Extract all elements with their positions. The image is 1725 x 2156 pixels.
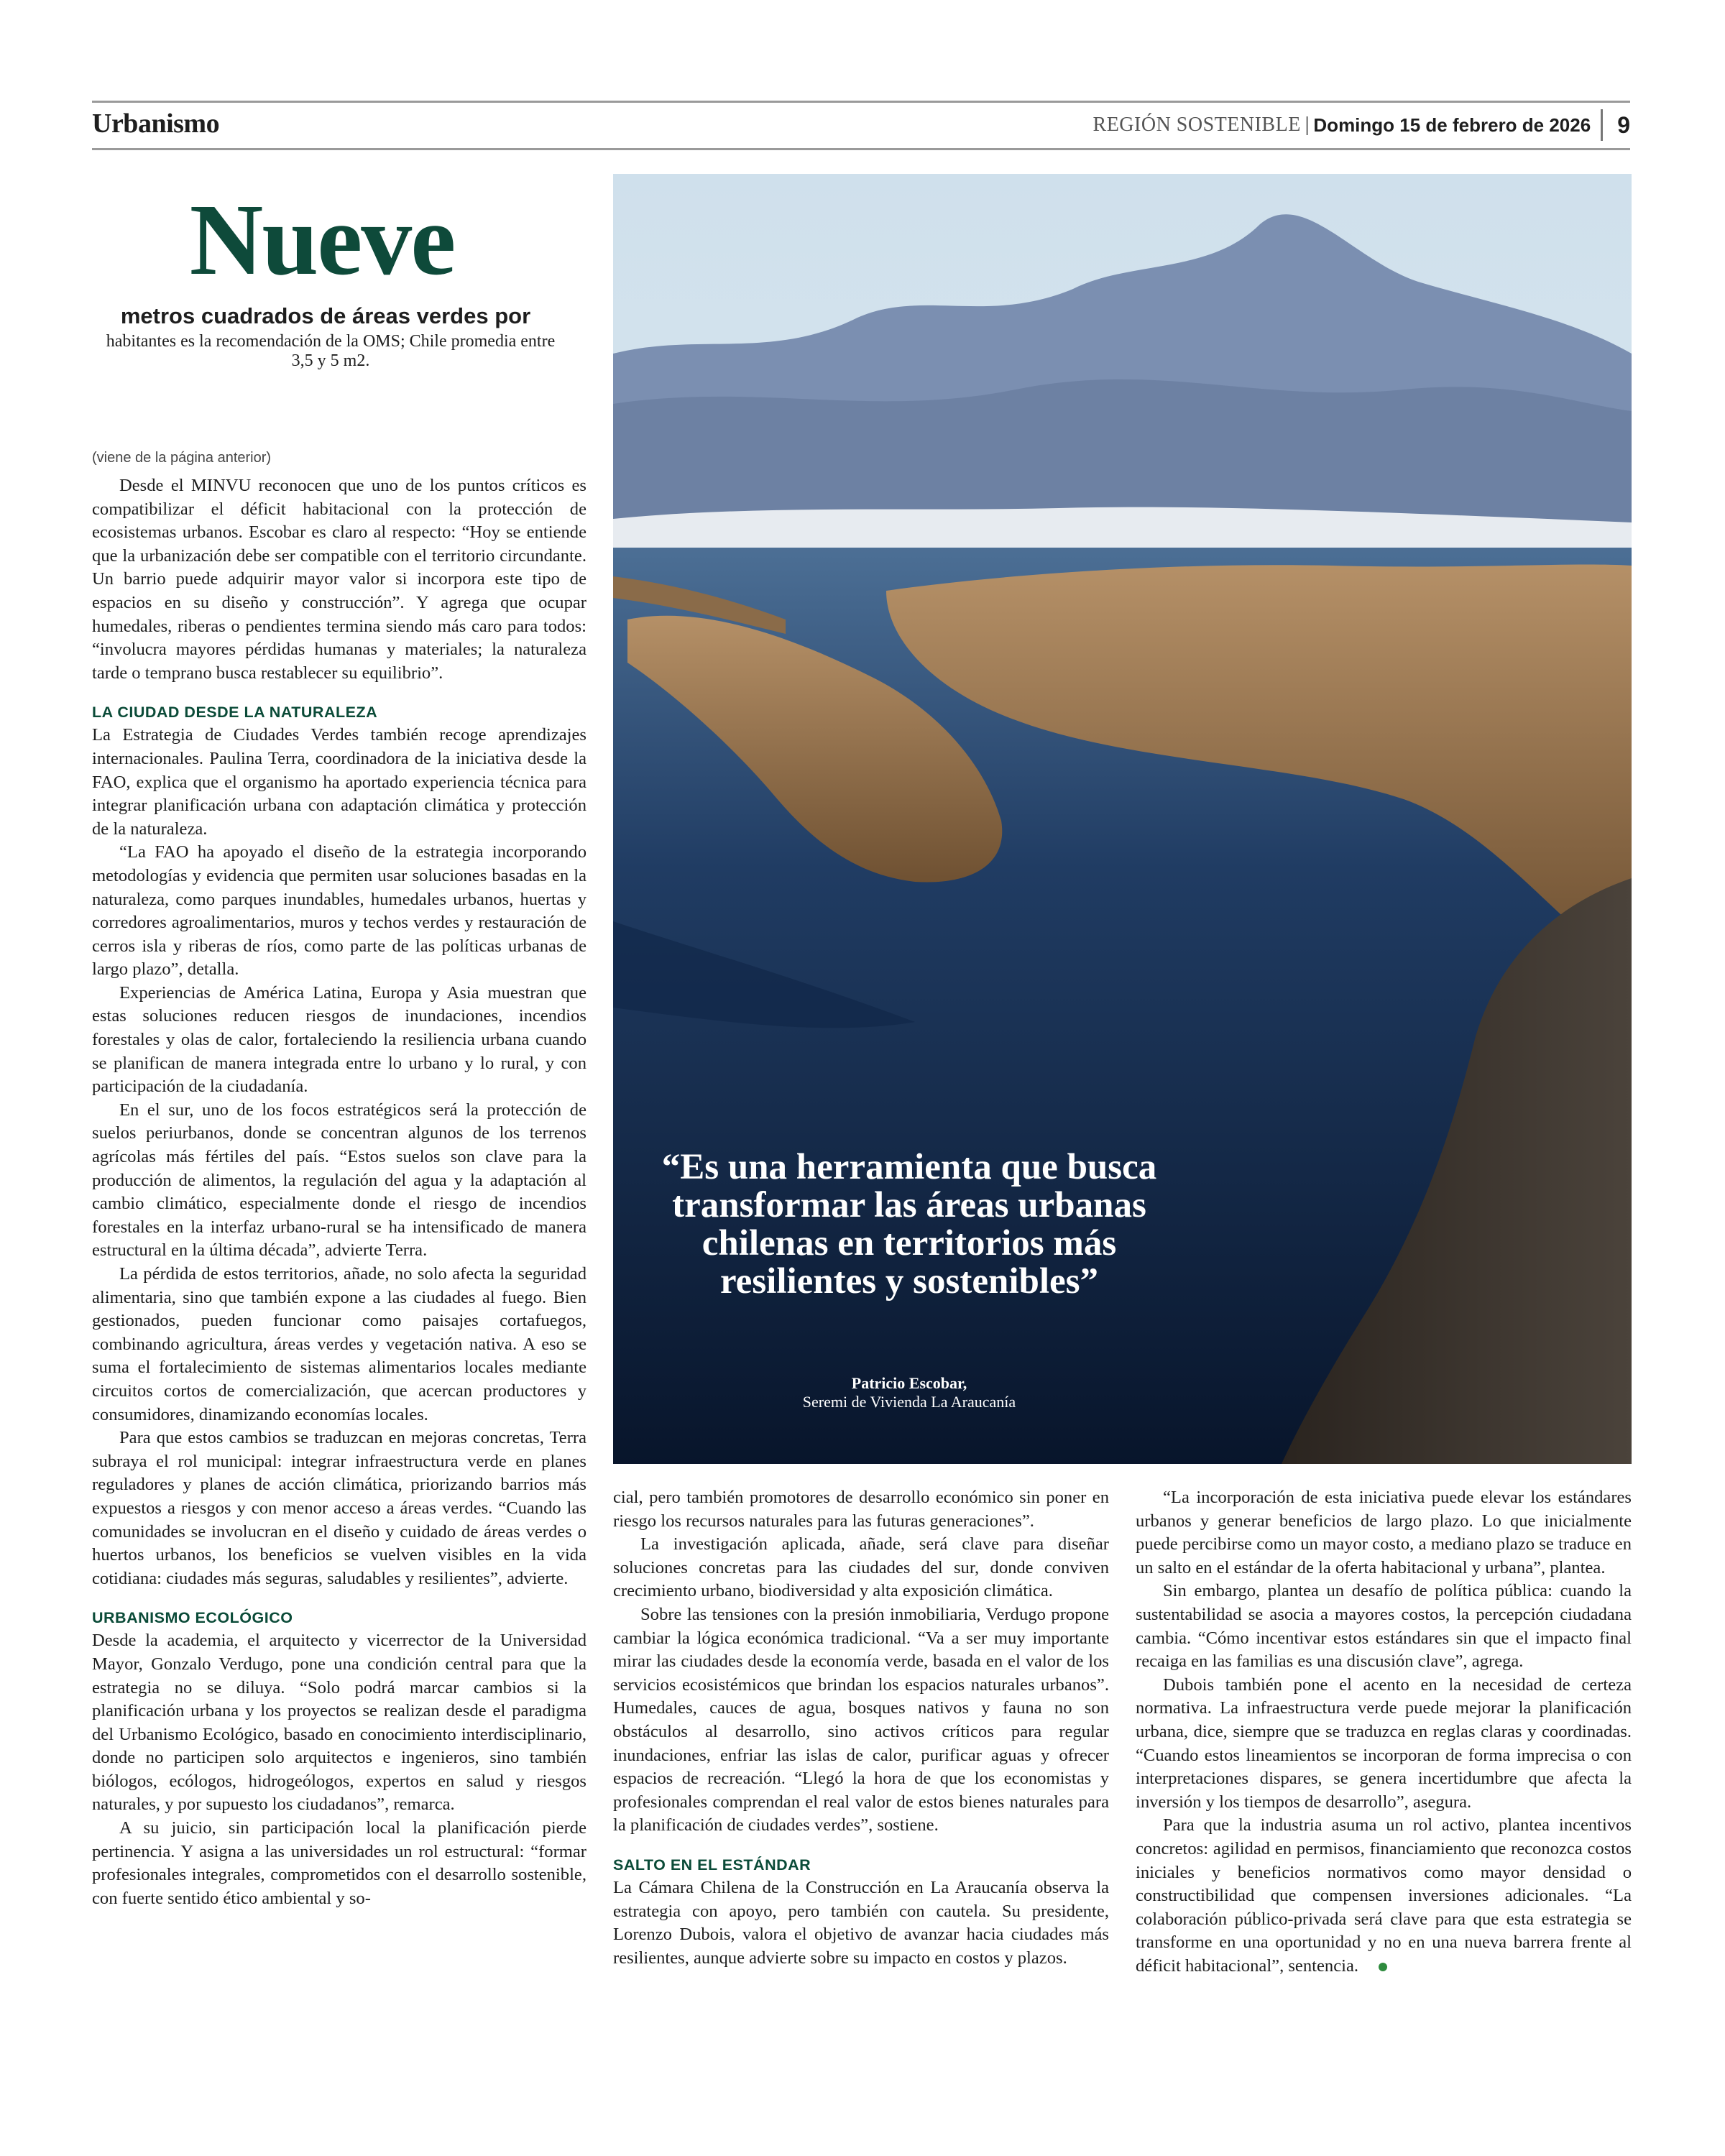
paragraph: Desde la academia, el arquitecto y vicerrector de la Universidad Mayor, Gonzalo Verdugo, pone una condición central para que la estrategia no se diluya. “Solo podrá marcar cambios si la planificación urbana y los proyectos se realizan desde el paradigma del Urbanismo Ecológico, basado en conocimiento interdisciplinario, donde no participen solo arquitectos e ingenieros, sino también biólogos, ecólogos, hidrogeólogos, expertos en salud y riesgos naturales, y por supuesto los ciudadanos”, remarca. [92,1631,586,1815]
page-number: 9 [1617,111,1630,138]
section-title: Urbanismo [92,109,220,139]
paragraph: La Cámara Chilena de la Construcción en La Araucanía observa la estrategia con apoyo, pero también con cautela. Su presidente, Lorenzo Dubois, valora el objetivo de avanzar hacia ciudades más resilientes, aunque advierte sobre su impacto en costos y plazos. [613,1877,1109,1968]
paragraph: Experiencias de América Latina, Europa y Asia muestran que estas soluciones reducen riesgos de inundaciones, incendios forestales y olas de calor, fortaleciendo la resiliencia urbana cuando se planifican de manera integrada entre lo urbano y lo rural, y con participación de la ciudadanía. [92,982,586,1097]
paragraph: La pérdida de estos territorios, añade, no solo afecta la seguridad alimentaria, sino que también expone a las ciudades al fuego. Bien gestionados, pueden funcionar como paisajes cortafuegos, combinando agricultura, áreas verdes y vegetación nativa. A eso se suma el fortalecimiento de sistemas alimentarios locales mediante circuitos cortos de comercialización, que acercan productores y consumidores, dinamizando economías locales. [92,1264,586,1424]
header-separator: | [1305,114,1310,136]
paragraph: Sin embargo, plantea un desafío de política pública: cuando la sustentabilidad se asocia a mayores costos, la percepción ciudadana cambia. “Cómo incentivar estos estándares sin que el impacto final recaiga en las familias es una discusión clave”, agrega. [1136,1581,1632,1672]
header-divider [1601,109,1603,141]
article-column-1 [92,448,586,1910]
paragraph: Dubois también pone el acento en la necesidad de certeza normativa. La infraestructura verde puede mejorar la planificación urbana, dice, siempre que se traduzca en reglas claras y coordinadas. “Cuando estos lineamientos se incorporan de forma imprecisa o con interpretaciones dispares, se genera incertidumbre que afecta la inversión y los tiempos de desarrollo”, asegura. [1136,1674,1632,1812]
paragraph: Para que estos cambios se traduzcan en mejoras concretas, Terra subraya el rol municipal: integrar infraestructura verde en planes reguladores y planes de acción climática, priorizando barrios más expuestos a riesgos y con menor acceso a áreas verdes. “Cuando las comunidades se involucran en el diseño y cuidado de áreas verdes o huertos urbanos, los beneficios se vuelven visibles en la vida cotidiana: ciudades más seguras, saludables y resilientes”, advierte. [92,1428,586,1588]
paragraph: “La incorporación de esta iniciativa puede elevar los estándares urbanos y generar beneficios de largo plazo. Lo que inicialmente puede percibirse como un mayor costo, a mediano plazo se traduce en un salto en el estándar de la oferta habitacional y urbana”, plantea. [1136,1488,1632,1577]
article-column-2 [613,1486,1109,1970]
header-top-rule [92,101,1630,103]
end-of-article-dot [1379,1963,1387,1971]
paragraph: La Estrategia de Ciudades Verdes también recoge aprendizajes internacionales. Paulina Terra, coordinadora de la iniciativa desde la FAO, explica que el organismo ha aportado experiencia técnica para integrar planificación urbana con adaptación climática y protección de la naturaleza. [92,725,586,839]
publication-name: REGIÓN SOSTENIBLE [1092,114,1301,136]
paragraph: La investigación aplicada, añade, será clave para diseñar soluciones concretas para las ciudades del sur, donde conviven crecimiento urbano, biodiversidad y alta exposición climática. [613,1534,1109,1601]
paragraph: cial, pero también promotores de desarrollo económico sin poner en riesgo los recursos naturales para las futuras generaciones”. [613,1488,1109,1531]
subheading: SALTO EN EL ESTÁNDAR [613,1856,811,1874]
subheading: LA CIUDAD DESDE LA NATURALEZA [92,704,378,722]
paragraph: Desde el MINVU reconocen que uno de los puntos críticos es compatibilizar el déficit habitacional con la protección de ecosistemas urbanos. Escobar es claro al respecto: “Hoy se entiende que la urbanización debe ser compatible con el territorio circundante. Un barrio puede adquirir mayor valor si incorpora este tipo de espacios en su diseño y construcción”. Y agrega que ocupar humedales, riberas o pendientes termina siendo más caro para todos: “involucra mayores pérdidas humanas y materiales; la naturaleza tarde o temprano busca restablecer su equilibrio”. [92,476,586,683]
paragraph: Sobre las tensiones con la presión inmobiliaria, Verdugo propone cambiar la lógica económica tradicional. “Va a ser muy importante mirar las ciudades desde la economía verde, basada en el valor de los servicios ecosistémicos que brindan los espacios naturales urbanos”. Humedales, cauces de agua, bosques nativos y fauna no son obstáculos al desarrollo, sino activos críticos para regular inundaciones, enfriar las islas de calor, purificar aguas y ofrecer espacios de recreación. “Llegó la hora de que los economistas y profesionales comprendan el real valor de estos bienes naturales para la planificación de ciudades verdes”, sostiene. [613,1604,1109,1835]
header-bottom-rule [92,148,1630,150]
pull-quote: “Es una herramienta que busca transformar las áreas urbanas chilenas en territorios más resilientes y sostenibles” [661,1147,1157,1302]
paragraph: En el sur, uno de los focos estratégicos será la protección de suelos periurbanos, donde se concentran algunos de los terrenos agrícolas más fértiles del país. “Estos suelos son clave para la producción de alimentos, la regulación del agua y la adaptación al cambio climático, especialmente donde el riesgo de incendios forestales en la interfaz urbano-rural se ha intensificado de manera estructural en la última década”, advierte Terra. [92,1100,586,1261]
subheading: URBANISMO ECOLÓGICO [92,1609,293,1627]
issue-date: Domingo 15 de febrero de 2026 [1313,114,1591,136]
header-meta [1093,109,1630,141]
paragraph: “La FAO ha apoyado el diseño de la estrategia incorporando metodologías y evidencia que permiten usar soluciones basadas en la naturaleza, como parques inundables, humedales urbanos, huertas y corredores agroalimentarios, muros y techos verdes y restauración de cerros isla y riberas de ríos, como parte de las políticas urbanas de largo plazo”, detalla. [92,842,586,980]
quote-attribution [647,1374,1172,1411]
highlight-subtitle: metros cuadrados de áreas verdes por [120,303,531,328]
quote-author-role: Seremi de Vivienda La Araucanía [802,1393,1016,1411]
paragraph: A su juicio, sin participación local la planificación pierde pertinencia. Y asigna a las universidades un rol estructural: “formar profesionales integrales, comprometidos con el desarrollo sostenible, con fuerte sentido ético ambiental y so- [92,1818,586,1908]
quote-author-name: Patricio Escobar, [851,1374,967,1392]
continued-note: (viene de la página anterior) [92,450,272,466]
highlight-number: Nueve [189,183,455,296]
closing-text: Para que la industria asuma un rol activo, plantea incentivos concretos: agilidad en permisos, financiamiento que reconozca costos iniciales y beneficios normativos como mayor densidad o constructibilidad que compensen inversiones adicionales. “La colaboración público-privada será clave para que esta estrategia se transforme en una oportunidad y no en una nueva barrera frente al déficit habitacional”, sentencia. [1136,1815,1632,1976]
paragraph-last [1136,1814,1632,1978]
highlight-description: habitantes es la recomendación de la OMS; Chile promedia entre 3,5 y 5 m2. [106,332,556,370]
article-column-3 [1136,1486,1632,1978]
